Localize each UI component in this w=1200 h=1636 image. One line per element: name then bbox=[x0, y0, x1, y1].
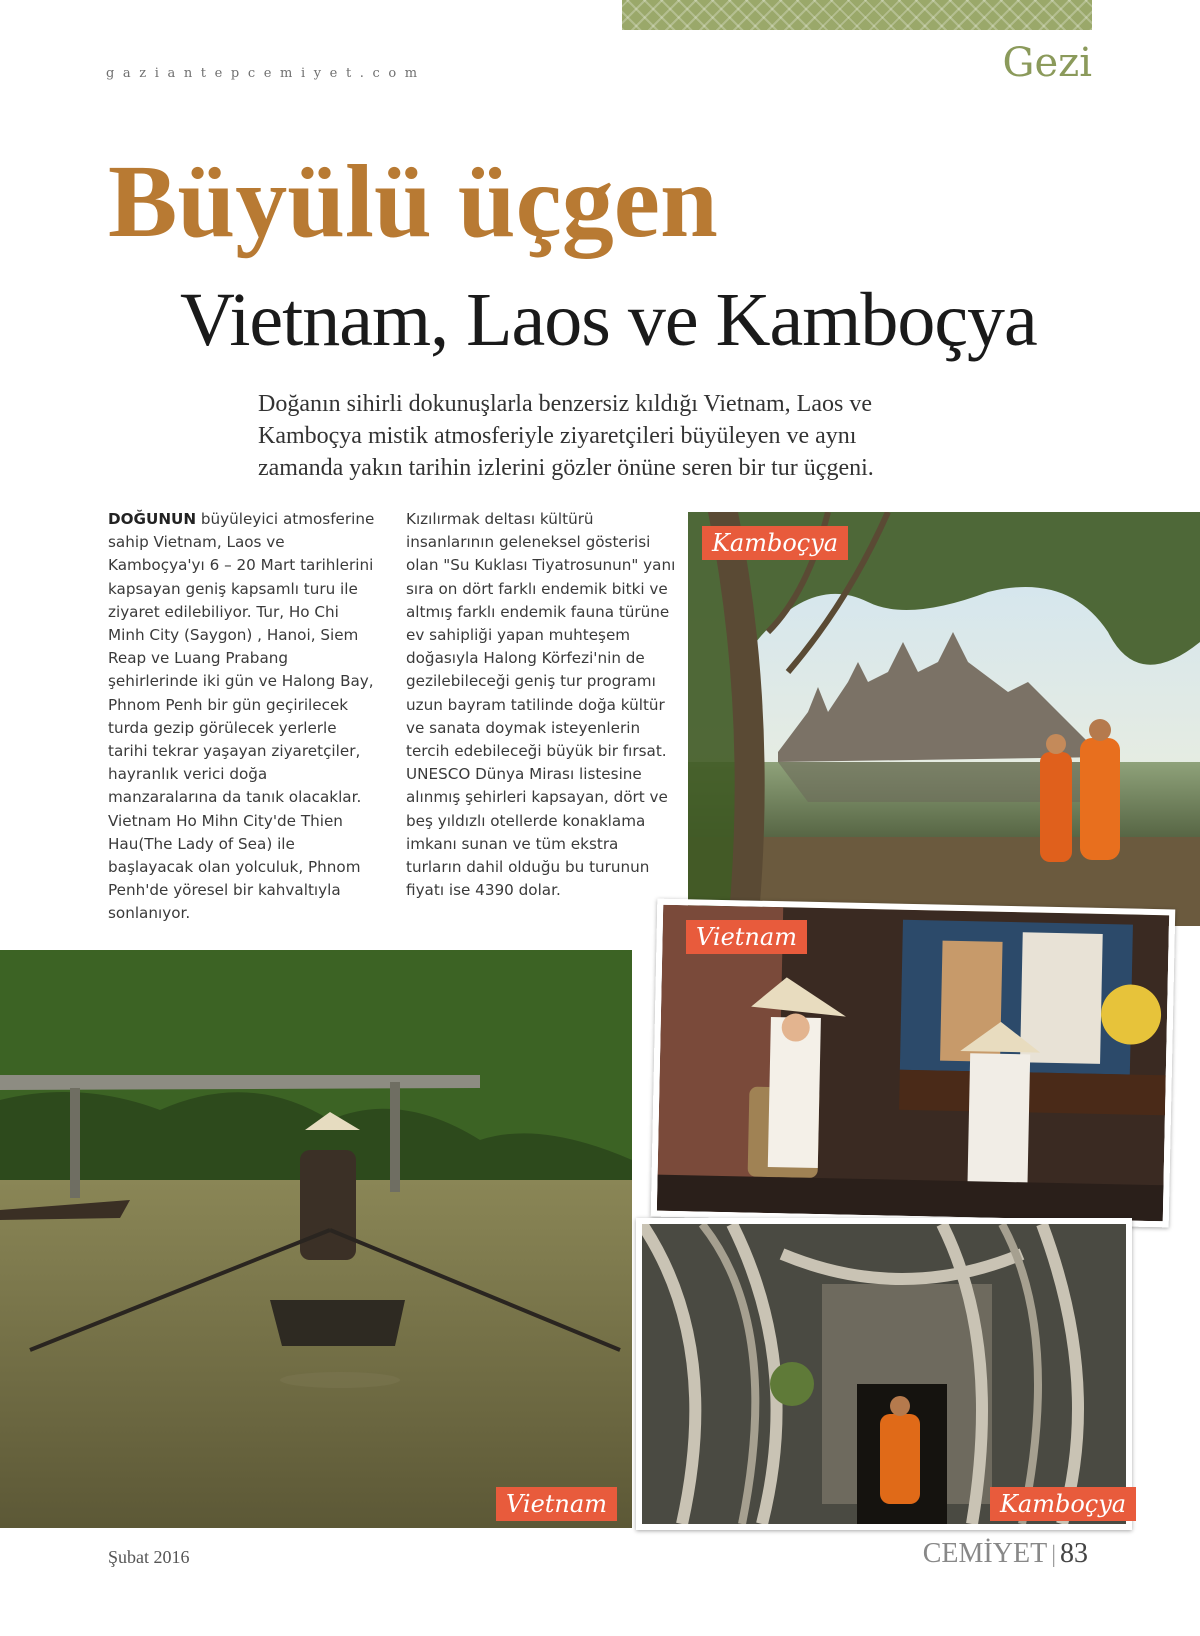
footer-separator: | bbox=[1051, 1542, 1056, 1568]
label-vietnam-river: Vietnam bbox=[496, 1487, 617, 1521]
site-url: gaziantepcemiyet.com bbox=[106, 66, 426, 81]
page-number: 83 bbox=[1060, 1538, 1088, 1569]
article-column-2 bbox=[406, 508, 676, 902]
section-label: Gezi bbox=[1002, 40, 1092, 86]
column-2-text: Kızılırmak deltası kültürü insanlarının geleneksel gösterisi olan "Su Kuklası Tiyatrosunun" yanı sıra on dört farklı endemik bitki ve altmış farklı endemik fauna türüne ev sahipliği yapan muhteşem doğasıyla Halong Körfezi'nin de gezilebileceği geniş tur programı uzun bayram tatilinde doğa kültür ve sanata doymak isteyenlerin tercih edebileceği büyük bir fırsat. UNESCO Dünya Mirası listesine alınmış şehirleri kapsayan, dört ve beş yıldızlı otellerde konaklama imkanı sunan ve tüm ekstra turların dahil olduğu bu turunun fiyatı ise 4390 dolar. bbox=[406, 510, 676, 900]
header-pattern-band bbox=[622, 0, 1092, 30]
footer-magazine bbox=[923, 1538, 1088, 1570]
column-1-text: büyüleyici atmosferine sahip Vietnam, Laos ve Kamboçya'yı 6 – 20 Mart tarihlerini kapsayan geniş kapsamlı turu ile ziyaret edilebiliyor. Tur, Ho Chi Minh City (Saygon) , Hanoi, Siem Reap ve Luang Prabang şehirlerinde iki gün ve Halong Bay, Phnom Penh bir gün geçirilecek turda gezip görülecek yerlerle tarihi tekrar yaşayan ziyaretçiler, hayranlık verici doğa manzaralarına da tanık olacaklar. Vietnam Ho Mihn City'de Thien Hau(The Lady of Sea) ile başlayacak olan yolculuk, Phnom Penh'de yöresel bir kahvaltıyla sonlanıyor. bbox=[108, 510, 375, 923]
magazine-name: CEMİYET bbox=[922, 1538, 1048, 1569]
label-kambocya-top: Kamboçya bbox=[702, 526, 848, 560]
issue-date: Şubat 2016 bbox=[108, 1547, 190, 1567]
photo-angkor-temple bbox=[688, 512, 1200, 926]
lead-word: DOĞUNUN bbox=[108, 510, 197, 528]
article-subtitle: Vietnam, Laos ve Kamboçya bbox=[180, 278, 1037, 362]
photo-vietnam-river bbox=[0, 950, 632, 1528]
label-kambocya-bottom: Kamboçya bbox=[990, 1487, 1136, 1521]
label-vietnam-temple: Vietnam bbox=[686, 920, 807, 954]
article-intro: Doğanın sihirli dokunuşlarla benzersiz kıldığı Vietnam, Laos ve Kamboçya mistik atmosferiyle ziyaretçileri büyüleyen ve aynı zamanda yakın tarihin izlerini gözler önüne seren bir tur üçgeni. bbox=[258, 391, 874, 481]
article-column-1 bbox=[108, 508, 378, 926]
article-title: Büyülü üçgen bbox=[108, 144, 718, 259]
photo-kambocya-ruins bbox=[636, 1218, 1132, 1530]
